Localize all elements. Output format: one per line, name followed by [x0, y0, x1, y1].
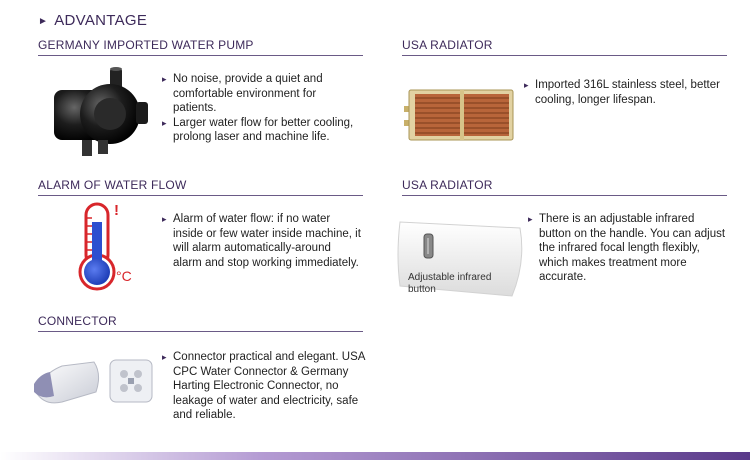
page-title-text: ADVANTAGE: [54, 12, 148, 29]
radiator-image: [404, 88, 516, 144]
radiator-section: [402, 38, 727, 56]
radiator-bullets: [524, 78, 729, 107]
alarm-section: [38, 178, 363, 196]
celsius-label: °C: [116, 268, 132, 284]
alarm-exclaim: !: [114, 202, 119, 219]
pump-section: [38, 38, 363, 56]
connector-section: [38, 314, 363, 332]
alarm-bullet-1: ▸ Alarm of water flow: if no water inside or few water inside machine, it will alarm automatically-around alarm and stop working immediately.: [162, 212, 362, 270]
footer-accent-bar: [0, 452, 750, 460]
infrared-caption: Adjustable infrared button: [408, 272, 492, 295]
pump-bullet-1: ▸ No noise, provide a quiet and comfortable environment for patients.: [162, 72, 362, 116]
infrared-bullet-1: ▸ There is an adjustable infrared button on the handle. You can adjust the infrared focal length flexibly, which makes treatment more accurate.: [528, 212, 728, 285]
connector-heading: CONNECTOR: [38, 314, 363, 332]
connector-image: [32, 352, 162, 412]
infrared-heading: USA RADIATOR: [402, 178, 727, 196]
alarm-heading: ALARM OF WATER FLOW: [38, 178, 363, 196]
connector-bullets: [162, 350, 372, 423]
triangle-bullet-icon: ►: [38, 16, 49, 27]
page-title: [38, 12, 147, 29]
alarm-bullets: [162, 212, 362, 270]
pump-bullets: [162, 72, 362, 145]
pump-bullet-2: ▸ Larger water flow for better cooling, prolong laser and machine life.: [162, 116, 362, 145]
infrared-section: [402, 178, 727, 196]
radiator-bullet-1: ▸ Imported 316L stainless steel, better cooling, longer lifespan.: [524, 78, 729, 107]
infrared-bullets: [528, 212, 728, 285]
water-pump-image: [48, 66, 148, 162]
radiator-heading: USA RADIATOR: [402, 38, 727, 56]
pump-heading: GERMANY IMPORTED WATER PUMP: [38, 38, 363, 56]
connector-bullet-1: ▸ Connector practical and elegant. USA CPC Water Connector & Germany Harting Electronic Connector, no leakage of water and electricity, safe and reliable.: [162, 350, 372, 423]
